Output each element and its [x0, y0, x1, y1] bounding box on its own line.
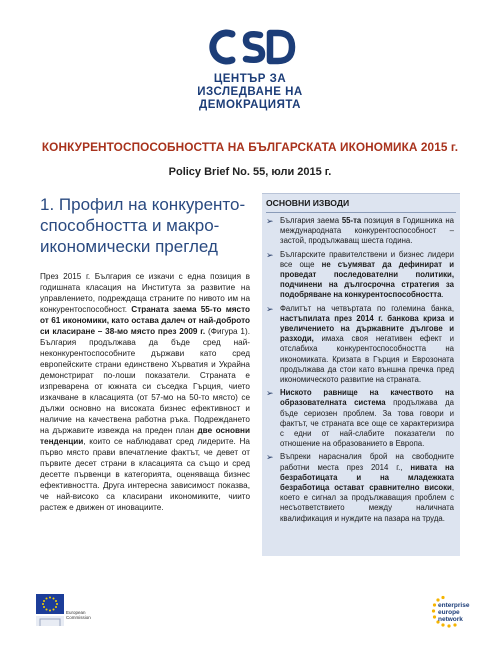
- finding-text-a: Фалитът на четвъртата по големина банка,: [280, 303, 454, 313]
- finding-item: [266, 304, 454, 386]
- footer: [0, 592, 500, 642]
- para-text-3: , които се наблюдават сред лидерите. На първо място прави впечатление фактът, че девет от първите десет страни в класацията са също и сред десетте първенци в категорията, оценяваща бизнес ефективността. Друга интересна зависимост показва, че най-високо са класирани икономиките, чиито растеж е движен от иновациите.: [40, 437, 250, 512]
- arrow-bullet-icon: ➢: [266, 303, 274, 314]
- finding-text-c: продължава да бъде сериозен проблем. За това говори и фактът, че страната все още се характеризира с едни от най-слабите показатели по отношение на образованието в Европа.: [280, 398, 454, 449]
- finding-text-bold: Ниското равнище на качеството на образователната система: [280, 388, 454, 408]
- section-paragraph: [40, 271, 250, 513]
- een-label-line: enterprise: [438, 602, 470, 609]
- een-label: [438, 602, 469, 623]
- arrow-bullet-icon: ➢: [266, 452, 274, 463]
- finding-text-c: .: [441, 290, 444, 300]
- para-bold-1: Страната заема 55-то място от 61 икономики, като остава далеч от най-доброто си класиране – 38-мо място през 2009 г.: [40, 305, 250, 336]
- document-title: КОНКУРЕНТОСПОСОБНОСТТА НА БЪЛГАРСКАТА ИКОНОМИКА 2015 г.: [41, 140, 459, 154]
- arrow-bullet-icon: ➢: [266, 388, 274, 399]
- arrow-bullet-icon: ➢: [266, 249, 274, 260]
- csd-logo: [0, 26, 500, 112]
- csd-logo-mark: [202, 26, 298, 68]
- finding-text-a: Въпреки нарасналия брой на свободните работни места през 2014 г.,: [280, 452, 454, 472]
- finding-text: [280, 304, 454, 386]
- finding-text-c: позиция в Годишника на международната конкурентоспособност – застой, продължаващ шеста година.: [280, 216, 454, 246]
- para-bold-2: две основни тенденции: [40, 426, 250, 446]
- finding-text-c: имаха своя негативен ефект и отслабиха конкурентоспособността на икономиката. Кризата в Гърция и Еврозоната продължава да стои като външна пречка пред икономическото развитие на страната.: [280, 334, 454, 385]
- finding-item: [266, 216, 454, 247]
- key-findings-box: [262, 193, 460, 556]
- policy-brief-label: Policy Brief No. 55, юли 2015 г.: [168, 166, 332, 178]
- een-label-line: network: [438, 616, 463, 623]
- european-commission-logo-icon: [36, 594, 64, 628]
- finding-text: [280, 250, 454, 301]
- finding-text-bold: нивата на безработицата и на младежката безработица остават сравнително високи: [280, 462, 454, 493]
- eu-label-line: European: [66, 610, 86, 615]
- para-text-1: През 2015 г. България се изкачи с една позиция в годишната класация на Института за развитие на управлението, подреждаща страните по нивото им на конкурентоспособност.: [40, 272, 250, 314]
- finding-item: [266, 452, 454, 523]
- key-findings-list: [262, 216, 460, 524]
- arrow-bullet-icon: ➢: [266, 216, 274, 226]
- finding-text-a: България заема: [280, 216, 342, 225]
- para-text-2: (Фигура 1). България продължава да бъде сред най-неконкурентоспособните държави като сред европейските страни единствено Хърватия и Украйна демонстрират по-лоши показатели. Страната е изпреварена от южната си съседка Гърция, чието изкачване в класацията (от 57-мо на 50-то място) се дължи основно на високата бизнес ефективност и наличие на качествена работна ръка. Подреждането на държавите извежда на преден план: [40, 327, 250, 435]
- finding-text-bold: настъпилата през 2014 г. банкова криза и увеличението на държавните дългове и разходи,: [280, 313, 454, 344]
- finding-text-a: Българските правителствени и бизнес лидери все още: [280, 249, 454, 269]
- finding-item: [266, 388, 454, 449]
- een-label-line: europe: [438, 609, 460, 616]
- finding-text: [280, 452, 454, 523]
- key-findings-divider: [266, 212, 456, 213]
- logo-line-2: ИЗСЛЕДВАНЕ НА: [197, 86, 303, 98]
- finding-item: [266, 250, 454, 301]
- finding-text-c: , което е сигнал за продължаващия проблем с несъответствието между наличната квалификация и нуждите на пазара на труда.: [280, 483, 454, 523]
- finding-text-bold: не съумяват да дефинират и проведат последователни политики, подчинени на дългосрочна стратегия за подобряване на конкурентоспособността: [280, 259, 454, 300]
- main-section: [40, 194, 250, 513]
- logo-line-3: ДЕМОКРАЦИЯТА: [199, 99, 301, 111]
- logo-line-1: ЦЕНТЪР ЗА: [213, 73, 287, 85]
- section-heading: 1. Профил на конкуренто-способността и макро-икономически преглед: [40, 195, 246, 256]
- key-findings-title: ОСНОВНИ ИЗВОДИ: [266, 198, 350, 208]
- eu-label-line: Commission: [66, 615, 91, 620]
- finding-text: [280, 216, 454, 247]
- finding-text: [280, 388, 454, 449]
- finding-text-bold: 55-та: [341, 216, 362, 225]
- eu-commission-label: [66, 610, 91, 620]
